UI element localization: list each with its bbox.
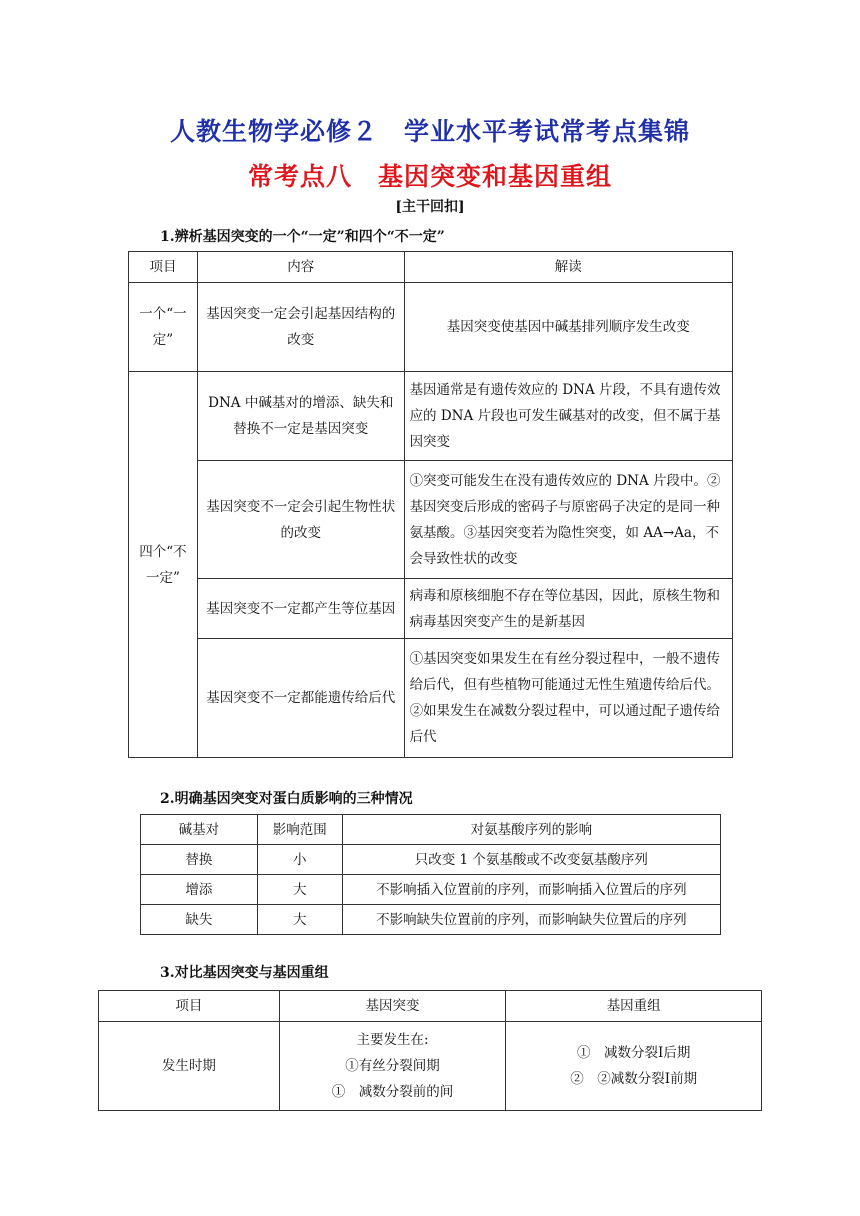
protein-effect-table bbox=[140, 814, 721, 935]
section1-heading: 1.辨析基因突变的一个“一定”和四个“不一定” bbox=[160, 229, 445, 245]
header-cell: 对氨基酸序列的影响 bbox=[342, 815, 720, 845]
header-cell: 基因突变 bbox=[279, 991, 506, 1022]
table-row bbox=[129, 579, 733, 639]
effect-cell: 只改变 1 个氨基酸或不改变氨基酸序列 bbox=[342, 845, 720, 875]
table-row bbox=[129, 283, 733, 372]
section-tag: [主干回扣] bbox=[395, 199, 465, 215]
content-cell: 基因突变不一定都能遗传给后代 bbox=[197, 639, 404, 758]
table-row bbox=[141, 845, 721, 875]
table-row bbox=[141, 875, 721, 905]
type-cell: 替换 bbox=[141, 845, 258, 875]
table-row bbox=[129, 639, 733, 758]
table-header-row bbox=[129, 252, 733, 283]
recombination-line: ① 减数分裂Ⅰ后期 bbox=[577, 1045, 691, 1061]
mutation-table bbox=[128, 251, 733, 758]
explain-cell: ①突变可能发生在没有遗传效应的 DNA 片段中。②基因突变后形成的密码子与原密码子决定的是同一种氨基酸。③基因突变若为隐性突变，如 AA→Aa，不会导致性状的改变 bbox=[404, 461, 732, 579]
type-cell: 增添 bbox=[141, 875, 258, 905]
row-label: 发生时期 bbox=[99, 1022, 280, 1111]
header-cell: 项目 bbox=[99, 991, 280, 1022]
mutation-line: ① 减数分裂前的间 bbox=[331, 1084, 454, 1100]
recombination-cell bbox=[506, 1022, 762, 1111]
explain-cell: 基因通常是有遗传效应的 DNA 片段，不具有遗传效应的 DNA 片段也可发生碱基对的改变，但不属于基因突变 bbox=[404, 372, 732, 461]
explain-cell: 基因突变使基因中碱基排列顺序发生改变 bbox=[404, 283, 732, 372]
table-row bbox=[129, 372, 733, 461]
header-cell: 内容 bbox=[197, 252, 404, 283]
type-cell: 缺失 bbox=[141, 905, 258, 935]
header-cell: 碱基对 bbox=[141, 815, 258, 845]
effect-cell: 不影响插入位置前的序列，而影响插入位置后的序列 bbox=[342, 875, 720, 905]
effect-cell: 不影响缺失位置前的序列，而影响缺失位置后的序列 bbox=[342, 905, 720, 935]
doc-title: 人教生物学必修２ 学业水平考试常考点集锦 bbox=[169, 117, 690, 146]
section3-heading: 3.对比基因突变与基因重组 bbox=[160, 965, 329, 981]
header-cell: 解读 bbox=[404, 252, 732, 283]
header-cell: 基因重组 bbox=[506, 991, 762, 1022]
mutation-line: 主要发生在: bbox=[356, 1032, 429, 1048]
content-cell: 基因突变不一定会引起生物性状的改变 bbox=[197, 461, 404, 579]
doc-subtitle: 常考点八 基因突变和基因重组 bbox=[247, 162, 612, 191]
table-row bbox=[99, 1022, 762, 1111]
recombination-line: ② ②减数分裂Ⅰ前期 bbox=[570, 1071, 698, 1087]
content-cell: 基因突变不一定都产生等位基因 bbox=[197, 579, 404, 639]
table-row bbox=[141, 905, 721, 935]
section2-heading: 2.明确基因突变对蛋白质影响的三种情况 bbox=[160, 791, 413, 807]
header-cell: 项目 bbox=[129, 252, 198, 283]
range-cell: 大 bbox=[257, 905, 342, 935]
range-cell: 大 bbox=[257, 875, 342, 905]
comparison-table bbox=[98, 990, 762, 1111]
table-row bbox=[129, 461, 733, 579]
table-header-row bbox=[99, 991, 762, 1022]
content-cell: 基因突变一定会引起基因结构的改变 bbox=[197, 283, 404, 372]
explain-cell: ①基因突变如果发生在有丝分裂过程中，一般不遗传给后代，但有些植物可能通过无性生殖遗传给后代。②如果发生在减数分裂过程中，可以通过配子遗传给后代 bbox=[404, 639, 732, 758]
table-header-row bbox=[141, 815, 721, 845]
group-label: 四个“不一定” bbox=[129, 372, 198, 758]
explain-cell: 病毒和原核细胞不存在等位基因，因此，原核生物和病毒基因突变产生的是新基因 bbox=[404, 579, 732, 639]
mutation-line: ①有丝分裂间期 bbox=[345, 1058, 440, 1074]
group-label: 一个“一定” bbox=[129, 283, 198, 372]
mutation-cell bbox=[279, 1022, 506, 1111]
content-cell: DNA 中碱基对的增添、缺失和替换不一定是基因突变 bbox=[197, 372, 404, 461]
range-cell: 小 bbox=[257, 845, 342, 875]
header-cell: 影响范围 bbox=[257, 815, 342, 845]
